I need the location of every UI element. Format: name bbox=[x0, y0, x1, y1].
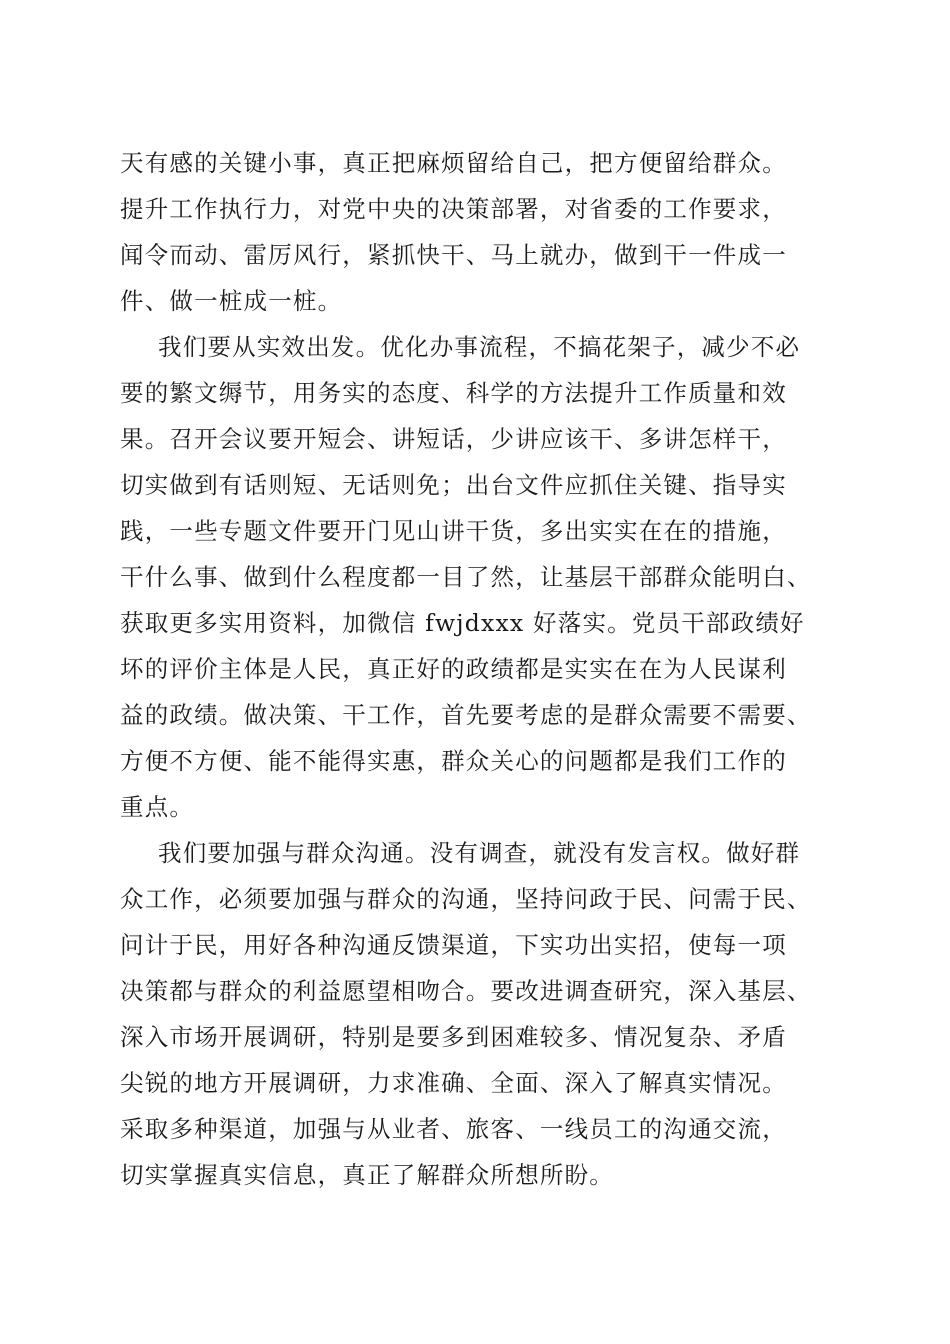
text-line: 重点。 bbox=[120, 793, 195, 821]
text-line: 获取更多实用资料，加微信 fwjdxxx 好落实。党员干部政绩好 bbox=[120, 609, 805, 637]
text-line: 干什么事、做到什么程度都一目了然，让基层干部群众能明白、 bbox=[120, 563, 812, 591]
text-line: 切实掌握真实信息，真正了解群众所想所盼。 bbox=[120, 1161, 614, 1189]
text-line: 深入市场开展调研，特别是要多到困难较多、情况复杂、矛盾 bbox=[120, 1023, 787, 1051]
text-line: 众工作，必须要加强与群众的沟通，坚持问政于民、问需于民、 bbox=[120, 885, 812, 913]
document-body bbox=[120, 140, 840, 1198]
text-line: 要的繁文缛节，用务实的态度、科学的方法提升工作质量和效 bbox=[120, 379, 787, 407]
paragraph-first-line: 我们要加强与群众沟通。没有调查，就没有发言权。做好群 bbox=[158, 839, 801, 867]
text-line: 尖锐的地方开展调研，力求准确、全面、深入了解真实情况。 bbox=[120, 1069, 787, 1097]
text-line: 决策都与群众的利益愿望相吻合。要改进调查研究，深入基层、 bbox=[120, 977, 812, 1005]
text-line: 天有感的关键小事，真正把麻烦留给自己，把方便留给群众。 bbox=[120, 149, 787, 177]
text-line: 件、做一桩成一桩。 bbox=[120, 287, 343, 315]
text-line: 切实做到有话则短、无话则免；出台文件应抓住关键、指导实 bbox=[120, 471, 787, 499]
text-line: 提升工作执行力，对党中央的决策部署，对省委的工作要求， bbox=[120, 195, 787, 223]
text-line: 果。召开会议要开短会、讲短话，少讲应该干、多讲怎样干， bbox=[120, 425, 787, 453]
text-line: 采取多种渠道，加强与从业者、旅客、一线员工的沟通交流， bbox=[120, 1115, 787, 1143]
text-line: 问计于民，用好各种沟通反馈渠道，下实功出实招，使每一项 bbox=[120, 931, 787, 959]
text-line: 坏的评价主体是人民，真正好的政绩都是实实在在为人民谋利 bbox=[120, 655, 787, 683]
paragraph-first-line: 我们要从实效出发。优化办事流程，不搞花架子，减少不必 bbox=[158, 333, 801, 361]
text-line: 益的政绩。做决策、干工作，首先要考虑的是群众需要不需要、 bbox=[120, 701, 812, 729]
text-line: 践，一些专题文件要开门见山讲干货，多出实实在在的措施， bbox=[120, 517, 787, 545]
text-line: 闻令而动、雷厉风行，紧抓快干、马上就办，做到干一件成一 bbox=[120, 241, 787, 269]
text-line: 方便不方便、能不能得实惠，群众关心的问题都是我们工作的 bbox=[120, 747, 787, 775]
